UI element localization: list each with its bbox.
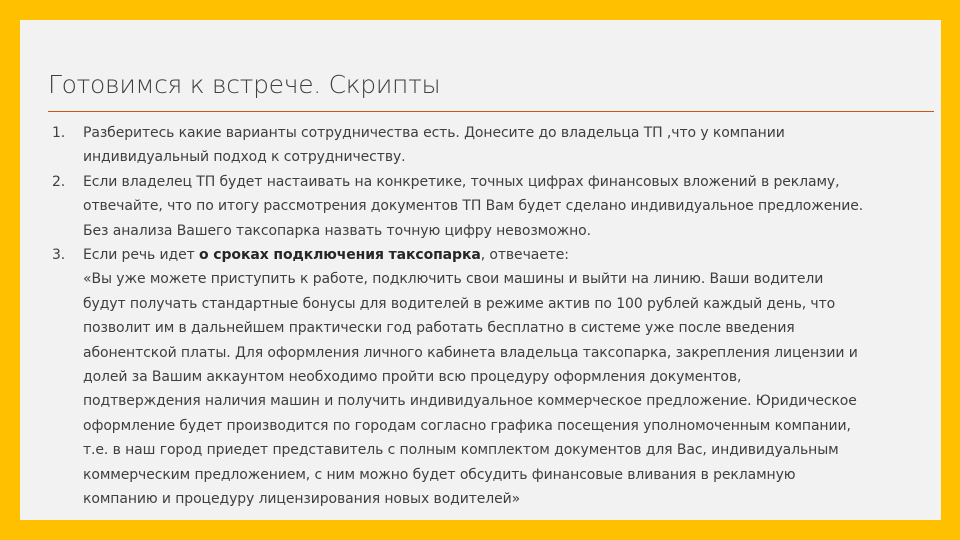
list-item xyxy=(20,243,941,511)
text-line: абонентской платы. Для оформления личного кабинета владельца таксопарка, закрепления лицензии и xyxy=(83,344,858,361)
text-line: коммерческим предложением, с ним можно будет обсудить финансовые вливания в рекламную xyxy=(83,466,796,483)
intro-text: Если речь идет xyxy=(83,247,200,264)
text-line: Разберитесь какие варианты сотрудничества есть. Донесите до владельца ТП ,что у компании xyxy=(83,125,785,141)
slide-title: Готовимся к встрече. Скрипты xyxy=(48,70,441,99)
title-divider xyxy=(48,111,934,112)
text-line: подтверждения наличия машин и получить индивидуальное коммерческое предложение. Юридическое xyxy=(83,393,857,410)
list-item-number: 2. xyxy=(52,173,66,190)
text-line: индивидуальный подход к сотрудничеству. xyxy=(83,149,406,166)
text-line-intro xyxy=(83,243,921,267)
intro-bold-text: о сроках подключения таксопарка xyxy=(199,247,481,264)
intro-text-end: , отвечаете: xyxy=(480,247,569,264)
text-line: Если владелец ТП будет настаивать на конкретике, точных цифрах финансовых вложений в рекламу, xyxy=(83,173,840,190)
list-item xyxy=(20,121,941,170)
text-line: Без анализа Вашего таксопарка назвать точную цифру невозможно. xyxy=(83,222,591,239)
text-line: позволит им в дальнейшем практически год работать бесплатно в системе уже после введения xyxy=(83,320,795,337)
list-item xyxy=(20,170,941,243)
text-line: будут получать стандартные бонусы для водителей в режиме актив по 100 рублей каждый день, что xyxy=(83,295,836,312)
text-line: долей за Вашим аккаунтом необходимо пройти всю процедуру оформления документов, xyxy=(83,369,742,386)
list-item-number: 3. xyxy=(52,247,66,264)
text-line: т.е. в наш город приедет представитель с полным комплектом документов для Вас, индивидуальным xyxy=(83,442,839,459)
text-line: отвечайте, что по итогу рассмотрения документов ТП Вам будет сделано индивидуальное предложение. xyxy=(83,198,864,215)
text-line: компанию и процедуру лицензирования новых водителей» xyxy=(83,491,521,508)
list-item-number: 1. xyxy=(52,125,66,141)
slide xyxy=(20,20,941,520)
script-list xyxy=(20,121,941,512)
text-line: оформление будет производится по городам согласно графика посещения уполномоченным компании, xyxy=(83,417,851,434)
text-line: «Вы уже можете приступить к работе, подключить свои машины и выйти на линию. Ваши водители xyxy=(83,271,824,288)
